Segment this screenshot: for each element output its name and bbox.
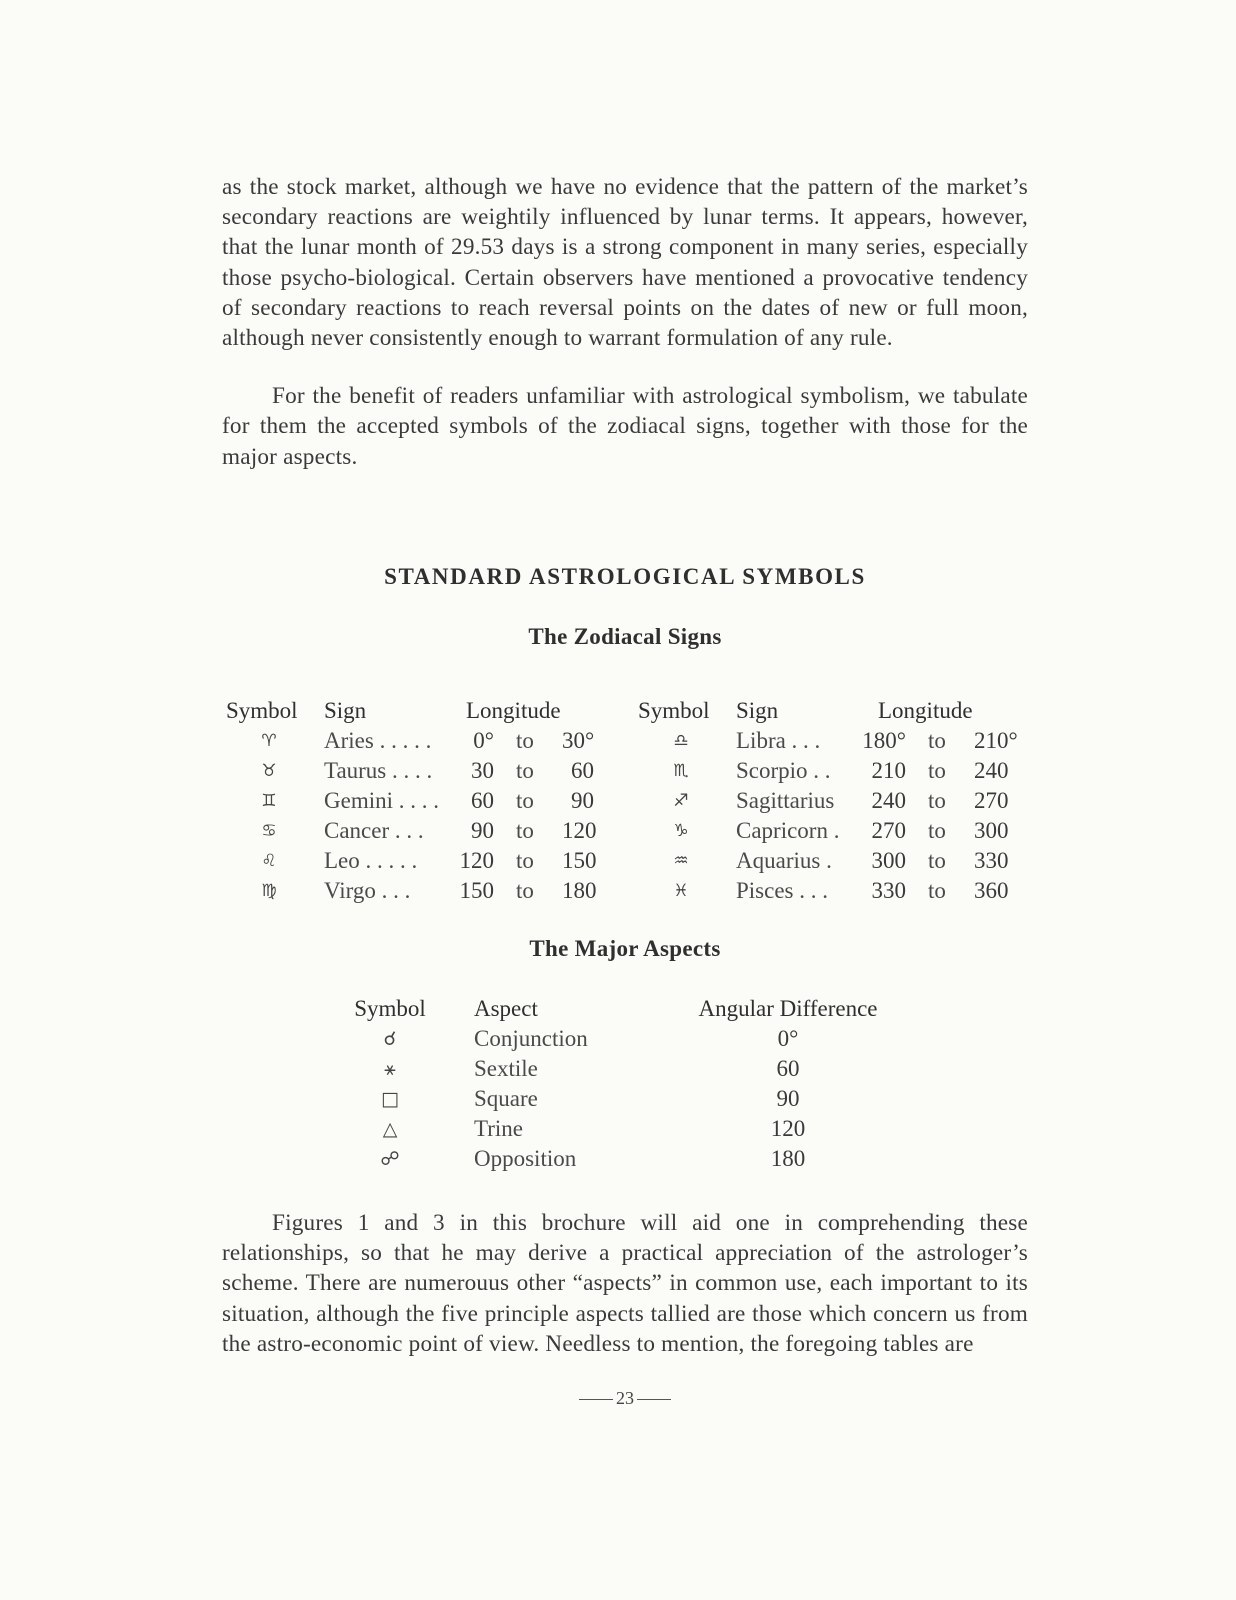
longitude-to: to: [516, 788, 534, 813]
longitude-to: to: [928, 728, 946, 753]
longitude-start: 180°: [862, 728, 906, 753]
longitude-end: 210°: [974, 728, 1018, 753]
page-number: [222, 1388, 1028, 1409]
longitude-end: 270: [974, 788, 1009, 813]
aspect-angular-difference: 0°: [777, 1026, 799, 1051]
longitude-end: 360: [974, 878, 1009, 903]
header-longitude: Longitude: [466, 698, 561, 723]
aspect-name: Trine: [474, 1116, 523, 1141]
longitude-start: 210: [871, 758, 906, 783]
aspect-row: [346, 1024, 906, 1054]
folio-dash-left: [579, 1399, 613, 1400]
zodiac-sign-name: Capricorn .: [736, 818, 840, 843]
longitude-to: to: [516, 758, 534, 783]
zodiac-sign-icon: ♓: [673, 881, 689, 901]
aspect-row: [346, 1144, 906, 1174]
zodiac-sign-name: Scorpio . .: [736, 758, 831, 783]
zodiac-sign-icon: ♊: [261, 791, 277, 811]
longitude-to: to: [516, 818, 534, 843]
longitude-start: 30: [471, 758, 494, 783]
aspect-name: Sextile: [474, 1056, 538, 1081]
zodiac-sign-name: Libra . . .: [736, 728, 821, 753]
longitude-to: to: [516, 728, 534, 753]
longitude-end: 330: [974, 848, 1009, 873]
aspects-table-title: The Major Aspects: [529, 936, 721, 961]
zodiac-sign-icon: ♎: [673, 731, 689, 751]
longitude-end: 180: [562, 878, 597, 903]
aspect-symbol-icon: □: [381, 1088, 399, 1110]
longitude-start: 270: [871, 818, 906, 843]
section-title: STANDARD ASTROLOGICAL SYMBOLS: [384, 564, 866, 589]
zodiac-sign-name: Gemini . . . .: [324, 788, 439, 813]
zodiac-sign-icon: ♈: [261, 731, 277, 751]
paragraph-symbolism-intro: For the benefit of readers unfamiliar with astrological symbolism, we tabulate for them the accepted symbols of the zodiacal signs, together with those for the major aspects.: [222, 383, 1028, 470]
longitude-start: 300: [871, 848, 906, 873]
zodiac-sign-icon: ♋: [261, 821, 277, 841]
zodiac-sign-name: Sagittarius: [736, 788, 835, 813]
page-body: [222, 172, 1028, 1408]
longitude-start: 240: [871, 788, 906, 813]
aspect-symbol-icon: △: [382, 1118, 398, 1140]
aspect-angular-difference: 180: [770, 1146, 806, 1171]
longitude-to: to: [516, 878, 534, 903]
aspect-row: [346, 1114, 906, 1144]
zodiac-sign-icon: ♐: [673, 791, 689, 811]
zodiac-sign-icon: ♑: [673, 821, 689, 841]
header-symbol: Symbol: [638, 698, 710, 723]
zodiac-sign-icon: ♒: [673, 851, 689, 871]
zodiac-sign-name: Aquarius .: [736, 848, 832, 873]
longitude-start: 120: [459, 848, 494, 873]
longitude-end: 300: [974, 818, 1009, 843]
longitude-to: to: [928, 878, 946, 903]
header-angular-difference: Angular Difference: [698, 996, 878, 1021]
aspect-angular-difference: 60: [776, 1056, 800, 1081]
longitude-to: to: [928, 818, 946, 843]
aspect-angular-difference: 90: [776, 1086, 800, 1111]
longitude-to: to: [928, 758, 946, 783]
longitude-to: to: [928, 788, 946, 813]
longitude-start: 60: [471, 788, 494, 813]
aspect-name: Square: [474, 1086, 538, 1111]
header-symbol: Symbol: [354, 996, 426, 1021]
aspect-symbol-icon: ☌: [383, 1028, 397, 1050]
longitude-end: 60: [571, 758, 594, 783]
aspects-header-row: [346, 994, 906, 1024]
header-symbol: Symbol: [226, 698, 298, 723]
header-longitude: Longitude: [878, 698, 973, 723]
longitude-start: 330: [871, 878, 906, 903]
zodiac-sign-icon: ♍: [261, 881, 277, 901]
longitude-end: 30°: [562, 728, 595, 753]
paragraph-figures: Figures 1 and 3 in this brochure will aid one in comprehending these relationships, so that he may derive a practical appreciation of the astrologer’s scheme. There are numerouus other “aspects” in common use, each important to its situation, although the five principle aspects tallied are those which concern us from the astro-economic point of view. Needless to mention, the foregoing tables are: [222, 1210, 1028, 1357]
aspects-table: [346, 994, 906, 1174]
zodiac-sign-name: Aries . . . . .: [324, 728, 432, 753]
aspect-symbol-icon: ☍: [380, 1148, 400, 1170]
zodiac-sign-name: Cancer . . .: [324, 818, 424, 843]
zodiac-sign-name: Virgo . . .: [324, 878, 411, 903]
longitude-start: 0°: [473, 728, 494, 753]
longitude-end: 150: [562, 848, 597, 873]
folio-dash-right: [637, 1399, 671, 1400]
zodiac-table-title: The Zodiacal Signs: [528, 624, 722, 649]
zodiac-sign-icon: ♌: [261, 851, 277, 871]
paragraph-lunar-terms: as the stock market, although we have no evidence that the pattern of the market’s secondary reactions are weightily influenced by lunar terms. It appears, however, that the lunar month of 29.53 days is a strong component in many series, especially those psycho-biological. Certain observers have mentioned a provocative tendency of secondary reactions to reach reversal points on the dates of new or full moon, although never consistently enough to warrant formulation of any rule.: [222, 174, 1028, 352]
longitude-to: to: [928, 848, 946, 873]
aspect-symbol-icon: ⚹: [384, 1058, 396, 1080]
longitude-end: 240: [974, 758, 1009, 783]
zodiac-sign-icon: ♉: [261, 761, 277, 781]
zodiac-sign-icon: ♏: [673, 761, 689, 781]
header-sign: Sign: [736, 698, 779, 723]
aspect-name: Conjunction: [474, 1026, 588, 1051]
longitude-end: 90: [571, 788, 594, 813]
longitude-start: 150: [459, 878, 494, 903]
zodiac-sign-name: Leo . . . . .: [324, 848, 418, 873]
aspect-row: [346, 1054, 906, 1084]
aspect-angular-difference: 120: [770, 1116, 806, 1141]
zodiac-sign-name: Pisces . . .: [736, 878, 828, 903]
header-sign: Sign: [324, 698, 367, 723]
aspect-name: Opposition: [474, 1146, 577, 1171]
header-aspect: Aspect: [474, 996, 538, 1021]
aspect-row: [346, 1084, 906, 1114]
longitude-to: to: [516, 848, 534, 873]
longitude-start: 90: [471, 818, 494, 843]
zodiac-sign-name: Taurus . . . .: [324, 758, 433, 783]
longitude-end: 120: [562, 818, 597, 843]
page-number-text: 23: [616, 1388, 634, 1408]
